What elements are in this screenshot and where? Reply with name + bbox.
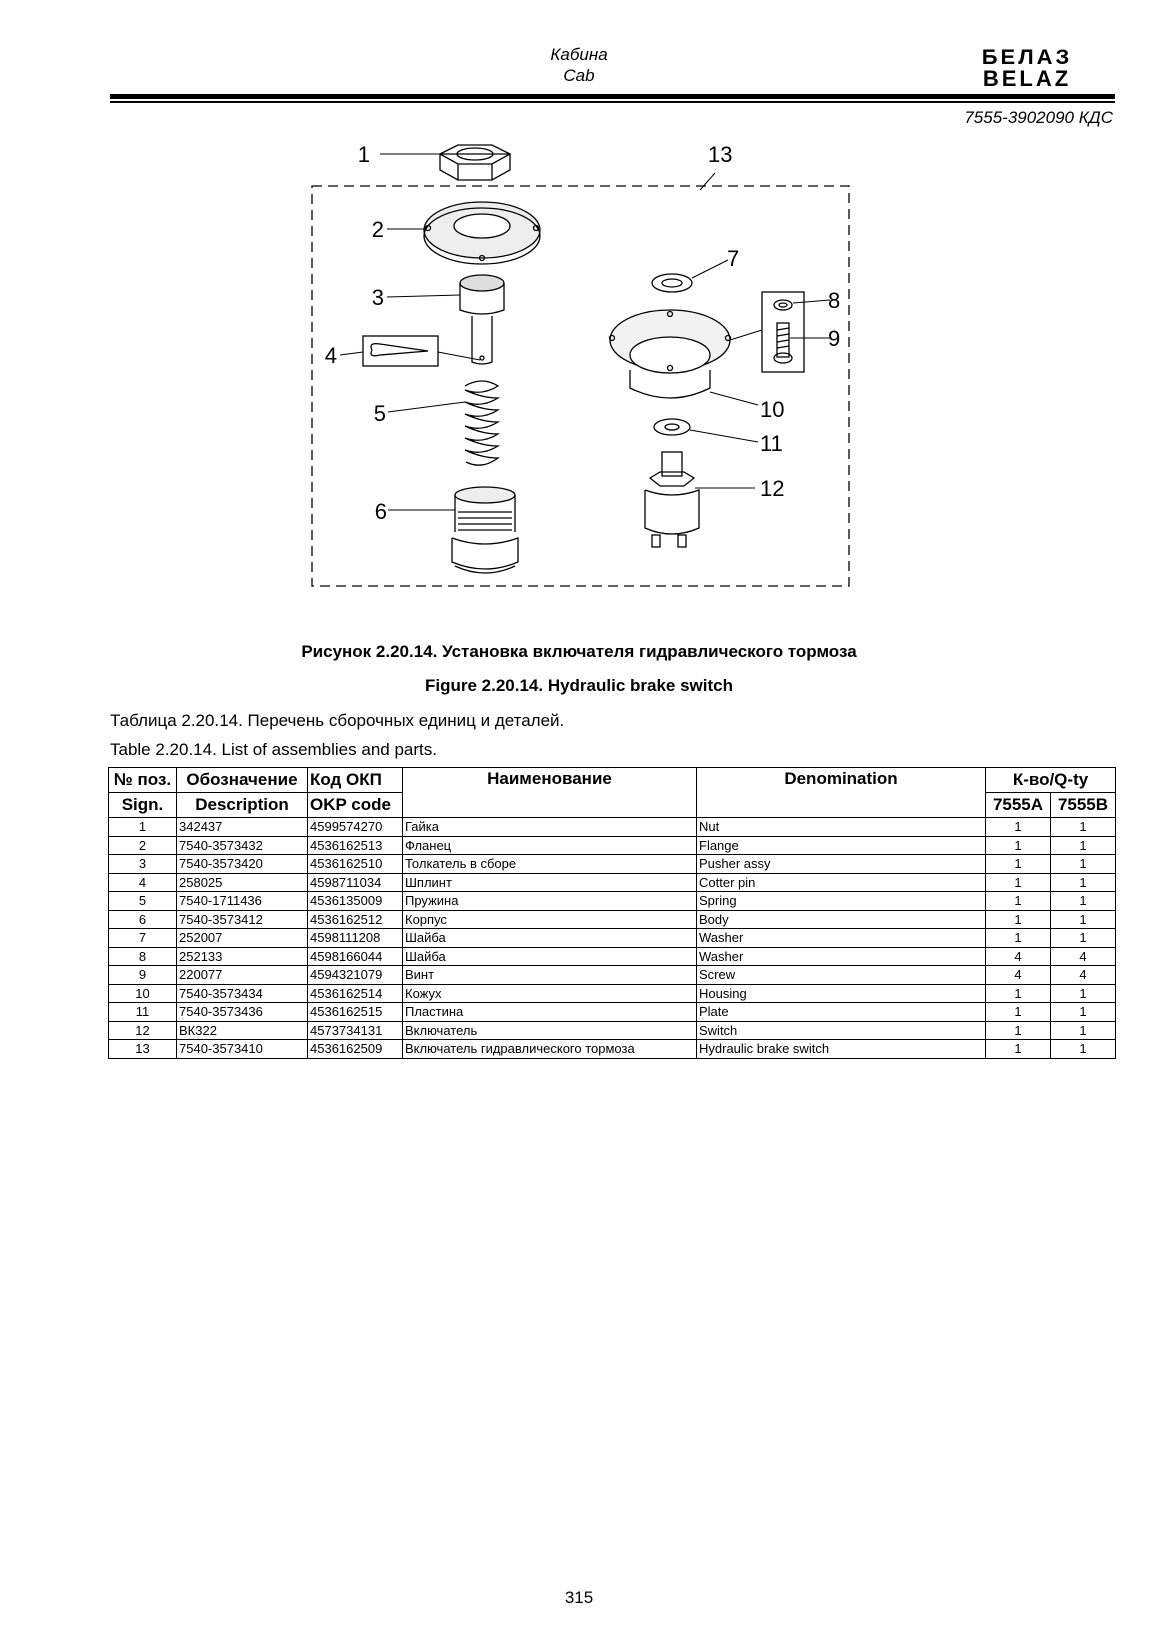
table-row — [109, 855, 1116, 874]
cell-qty-a: 1 — [986, 910, 1051, 929]
th-pos-en: Sign. — [109, 793, 177, 818]
cell-okp-code: 4598166044 — [308, 947, 403, 966]
table-row — [109, 836, 1116, 855]
callout-11: 11 — [760, 431, 783, 456]
callout-9: 9 — [828, 326, 841, 351]
cell-name-ru: Пластина — [403, 1003, 697, 1022]
cell-name-en: Plate — [697, 1003, 986, 1022]
cell-name-en: Washer — [697, 929, 986, 948]
cell-qty-b: 1 — [1051, 818, 1116, 837]
cell-qty-b: 1 — [1051, 1003, 1116, 1022]
cell-name-ru: Включатель гидравлического тормоза — [403, 1040, 697, 1059]
cell-okp-code: 4536162513 — [308, 836, 403, 855]
cell-okp-code: 4536162509 — [308, 1040, 403, 1059]
th-pos-ru: № поз. — [109, 768, 177, 793]
cell-qty-a: 1 — [986, 929, 1051, 948]
part-6-body — [452, 487, 518, 573]
cell-okp-code: 4536162510 — [308, 855, 403, 874]
cell-name-en: Spring — [697, 892, 986, 911]
cell-pos: 6 — [109, 910, 177, 929]
callout-3: 3 — [371, 285, 384, 310]
cell-qty-a: 1 — [986, 873, 1051, 892]
document-number: 7555-3902090 КДС — [964, 108, 1113, 127]
cell-designation: 252133 — [177, 947, 308, 966]
cell-name-ru: Фланец — [403, 836, 697, 855]
cell-okp-code: 4594321079 — [308, 966, 403, 985]
exploded-view-drawing — [300, 140, 900, 620]
cell-designation: ВК322 — [177, 1021, 308, 1040]
cell-pos: 4 — [109, 873, 177, 892]
header-title-en: Cab — [563, 66, 595, 85]
cell-okp-code: 4599574270 — [308, 818, 403, 837]
cell-designation: 220077 — [177, 966, 308, 985]
cell-name-en: Washer — [697, 947, 986, 966]
table-row — [109, 966, 1116, 985]
part-12-switch — [645, 452, 699, 547]
callout-1: 1 — [357, 142, 370, 167]
cell-designation: 258025 — [177, 873, 308, 892]
cell-name-en: Nut — [697, 818, 986, 837]
cell-pos: 1 — [109, 818, 177, 837]
cell-okp-code: 4598111208 — [308, 929, 403, 948]
cell-name-en: Switch — [697, 1021, 986, 1040]
cell-qty-b: 1 — [1051, 892, 1116, 911]
cell-qty-a: 1 — [986, 855, 1051, 874]
cell-okp-code: 4598711034 — [308, 873, 403, 892]
callout-7: 7 — [727, 246, 740, 271]
part-11-plate — [654, 419, 690, 435]
svg-text:БЕЛАЗ: БЕЛАЗ — [981, 46, 1073, 69]
cell-qty-b: 4 — [1051, 966, 1116, 985]
table-row — [109, 818, 1116, 837]
cell-name-ru: Пружина — [403, 892, 697, 911]
belaz-logo — [940, 46, 1115, 88]
cell-name-ru: Шайба — [403, 947, 697, 966]
cell-name-en: Screw — [697, 966, 986, 985]
cell-designation: 7540-1711436 — [177, 892, 308, 911]
cell-qty-a: 1 — [986, 836, 1051, 855]
table-row — [109, 910, 1116, 929]
th-name-en: Denomination — [697, 768, 986, 818]
cell-qty-a: 1 — [986, 984, 1051, 1003]
cell-designation: 7540-3573420 — [177, 855, 308, 874]
cell-qty-b: 4 — [1051, 947, 1116, 966]
cell-name-en: Housing — [697, 984, 986, 1003]
th-qty-a: 7555A — [986, 793, 1051, 818]
cell-name-ru: Гайка — [403, 818, 697, 837]
callout-6: 6 — [374, 499, 387, 524]
callout-5: 5 — [373, 401, 386, 426]
cell-pos: 12 — [109, 1021, 177, 1040]
cell-pos: 5 — [109, 892, 177, 911]
cell-pos: 2 — [109, 836, 177, 855]
table-row — [109, 1021, 1116, 1040]
cell-name-en: Body — [697, 910, 986, 929]
th-qty: К-во/Q-ty — [986, 768, 1116, 793]
cell-okp-code: 4536162512 — [308, 910, 403, 929]
header-rule-thin — [110, 101, 1115, 103]
callout-12: 12 — [760, 476, 785, 501]
cell-qty-a: 1 — [986, 892, 1051, 911]
assembly-boundary — [312, 186, 849, 586]
cell-pos: 13 — [109, 1040, 177, 1059]
table-row — [109, 929, 1116, 948]
cell-name-ru: Кожух — [403, 984, 697, 1003]
part-10-housing — [610, 310, 731, 398]
cell-qty-b: 1 — [1051, 873, 1116, 892]
th-desig-en: Description — [177, 793, 308, 818]
cell-designation: 7540-3573436 — [177, 1003, 308, 1022]
cell-okp-code: 4536162514 — [308, 984, 403, 1003]
callout-8: 8 — [828, 288, 841, 313]
cell-qty-a: 1 — [986, 818, 1051, 837]
figure-caption-en: Figure 2.20.14. Hydraulic brake switch — [424, 676, 734, 695]
cell-name-en: Pusher assy — [697, 855, 986, 874]
table-row — [109, 873, 1116, 892]
cell-name-en: Flange — [697, 836, 986, 855]
th-desig-ru: Обозначение — [177, 768, 308, 793]
cell-okp-code: 4536135009 — [308, 892, 403, 911]
cell-qty-b: 1 — [1051, 836, 1116, 855]
cell-qty-b: 1 — [1051, 984, 1116, 1003]
table-row — [109, 1003, 1116, 1022]
cell-name-ru: Включатель — [403, 1021, 697, 1040]
cell-name-ru: Толкатель в сборе — [403, 855, 697, 874]
cell-pos: 7 — [109, 929, 177, 948]
cell-pos: 3 — [109, 855, 177, 874]
cell-designation: 7540-3573434 — [177, 984, 308, 1003]
cell-qty-b: 1 — [1051, 929, 1116, 948]
table-row — [109, 892, 1116, 911]
part-1-nut — [440, 145, 510, 180]
table-caption-ru: Таблица 2.20.14. Перечень сборочных единиц и деталей. — [110, 711, 565, 730]
callout-13: 13 — [708, 142, 733, 167]
table-caption-en: Table 2.20.14. List of assemblies and parts. — [110, 740, 437, 759]
cell-qty-a: 4 — [986, 947, 1051, 966]
table-row — [109, 984, 1116, 1003]
cell-qty-a: 1 — [986, 1040, 1051, 1059]
cell-qty-b: 1 — [1051, 1021, 1116, 1040]
part-2-flange — [424, 202, 540, 264]
cell-designation: 7540-3573412 — [177, 910, 308, 929]
cell-designation: 342437 — [177, 818, 308, 837]
cell-designation: 252007 — [177, 929, 308, 948]
cell-pos: 11 — [109, 1003, 177, 1022]
table-header-row-1 — [109, 768, 1116, 793]
part-7-washer — [652, 274, 692, 292]
th-okp-ru: Код ОКП — [308, 768, 403, 793]
header-title-ru: Кабина — [550, 45, 608, 64]
cell-qty-a: 4 — [986, 966, 1051, 985]
cell-qty-a: 1 — [986, 1021, 1051, 1040]
cell-name-ru: Шплинт — [403, 873, 697, 892]
cell-qty-b: 1 — [1051, 1040, 1116, 1059]
cell-pos: 9 — [109, 966, 177, 985]
header-rule-thick — [110, 94, 1115, 99]
cell-name-en: Hydraulic brake switch — [697, 1040, 986, 1059]
cell-name-ru: Винт — [403, 966, 697, 985]
parts-table — [108, 767, 1116, 1059]
cell-designation: 7540-3573410 — [177, 1040, 308, 1059]
table-row — [109, 1040, 1116, 1059]
cell-okp-code: 4573734131 — [308, 1021, 403, 1040]
cell-name-en: Cotter pin — [697, 873, 986, 892]
cell-name-ru: Корпус — [403, 910, 697, 929]
cell-designation: 7540-3573432 — [177, 836, 308, 855]
leader-lines — [340, 154, 830, 510]
cell-name-ru: Шайба — [403, 929, 697, 948]
cell-qty-b: 1 — [1051, 910, 1116, 929]
cell-qty-a: 1 — [986, 1003, 1051, 1022]
callout-2: 2 — [371, 217, 384, 242]
part-4-cotter-pin — [363, 336, 438, 366]
cell-pos: 10 — [109, 984, 177, 1003]
callout-4: 4 — [324, 343, 337, 368]
svg-text:BELAZ: BELAZ — [982, 66, 1072, 88]
th-name-ru: Наименование — [403, 768, 697, 818]
cell-okp-code: 4536162515 — [308, 1003, 403, 1022]
part-3-pusher — [460, 275, 504, 364]
cell-qty-b: 1 — [1051, 855, 1116, 874]
cell-pos: 8 — [109, 947, 177, 966]
th-okp-en: OKP code — [308, 793, 403, 818]
part-5-spring — [465, 381, 498, 465]
part-8-9-box — [762, 292, 804, 372]
table-row — [109, 947, 1116, 966]
th-qty-b: 7555B — [1051, 793, 1116, 818]
callout-10: 10 — [760, 397, 785, 422]
figure-caption-ru: Рисунок 2.20.14. Установка включателя гидравлического тормоза — [301, 642, 857, 661]
page-number: 315 — [564, 1588, 594, 1607]
